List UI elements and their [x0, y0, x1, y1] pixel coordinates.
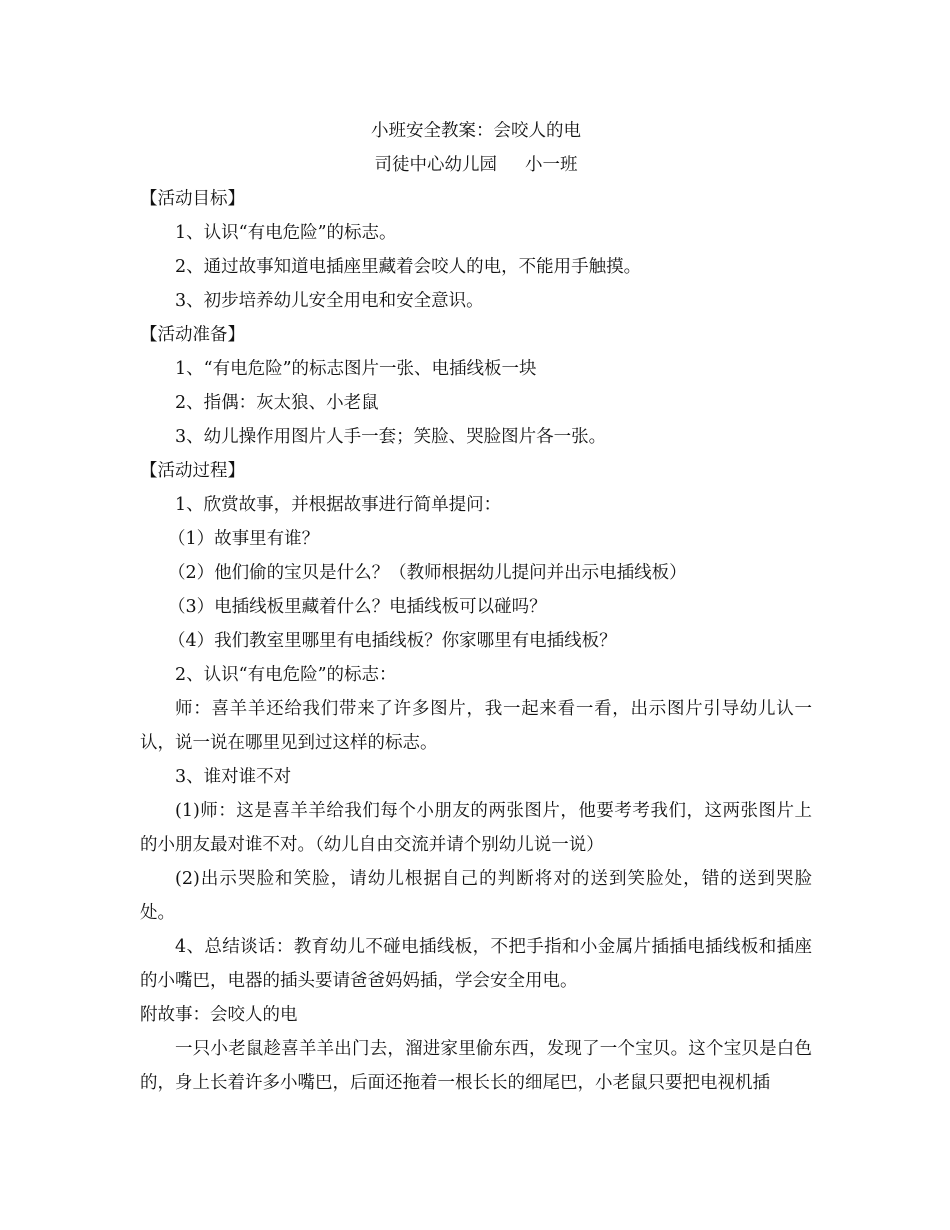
process-step-4-paragraph: 4、总结谈话：教育幼儿不碰电插线板，不把手指和小金属片插插电插线板和插座的小嘴巴，电器的插头要请爸爸妈妈插，学会安全用电。 [140, 937, 812, 991]
document-subtitle [140, 148, 812, 182]
process-question: （2）他们偷的宝贝是什么？（教师根据幼儿提问并出示电插线板） [168, 563, 687, 583]
prep-item: 1、“有电危险”的标志图片一张、电插线板一块 [175, 359, 537, 379]
process-question: （1）故事里有谁？ [168, 529, 320, 549]
process-step-2-paragraph: 师：喜羊羊还给我们带来了许多图片，我一起来看一看，出示图片引导幼儿认一认，说一说在哪里见到过这样的标志。 [140, 699, 812, 753]
document-page [140, 114, 812, 1100]
section-heading-goals: 【活动目标】 [140, 189, 245, 209]
process-step-3-paragraph-1: (1)师：这是喜羊羊给我们每个小朋友的两张图片，他要考考我们，这两张图片上的小朋友最对谁不对。（幼儿自由交流并请个别幼儿说一说） [140, 801, 812, 855]
process-step-3: 3、谁对谁不对 [175, 767, 292, 787]
prep-item: 3、幼儿操作用图片人手一套；笑脸、哭脸图片各一张。 [175, 427, 607, 447]
goal-item: 2、通过故事知道电插座里藏着会咬人的电，不能用手触摸。 [175, 257, 642, 277]
process-step-3-paragraph-2: (2)出示哭脸和笑脸，请幼儿根据自己的判断将对的送到笑脸处，错的送到哭脸处。 [140, 869, 812, 923]
goal-item: 1、认识“有电危险”的标志。 [175, 223, 397, 243]
class-name: 小一班 [525, 155, 578, 175]
appendix-story-paragraph: 一只小老鼠趁喜羊羊出门去，溜进家里偷东西，发现了一个宝贝。这个宝贝是白色的，身上长着许多小嘴巴，后面还拖着一根长长的细尾巴，小老鼠只要把电视机插 [140, 1039, 812, 1093]
goal-item: 3、初步培养幼儿安全用电和安全意识。 [175, 291, 484, 311]
process-step-1: 1、欣赏故事，并根据故事进行简单提问： [175, 495, 502, 515]
section-heading-process: 【活动过程】 [140, 461, 245, 481]
section-heading-prep: 【活动准备】 [140, 325, 245, 345]
appendix-heading: 附故事：会咬人的电 [140, 1005, 298, 1025]
process-question: （4）我们教室里哪里有电插线板？你家哪里有电插线板？ [168, 631, 617, 651]
document-title: 小班安全教案：会咬人的电 [371, 121, 581, 141]
process-step-2: 2、认识“有电危险”的标志： [175, 665, 397, 685]
school-name: 司徒中心幼儿园 [374, 155, 497, 175]
prep-item: 2、指偶：灰太狼、小老鼠 [175, 393, 379, 413]
process-question: （3）电插线板里藏着什么？电插线板可以碰吗？ [168, 597, 547, 617]
